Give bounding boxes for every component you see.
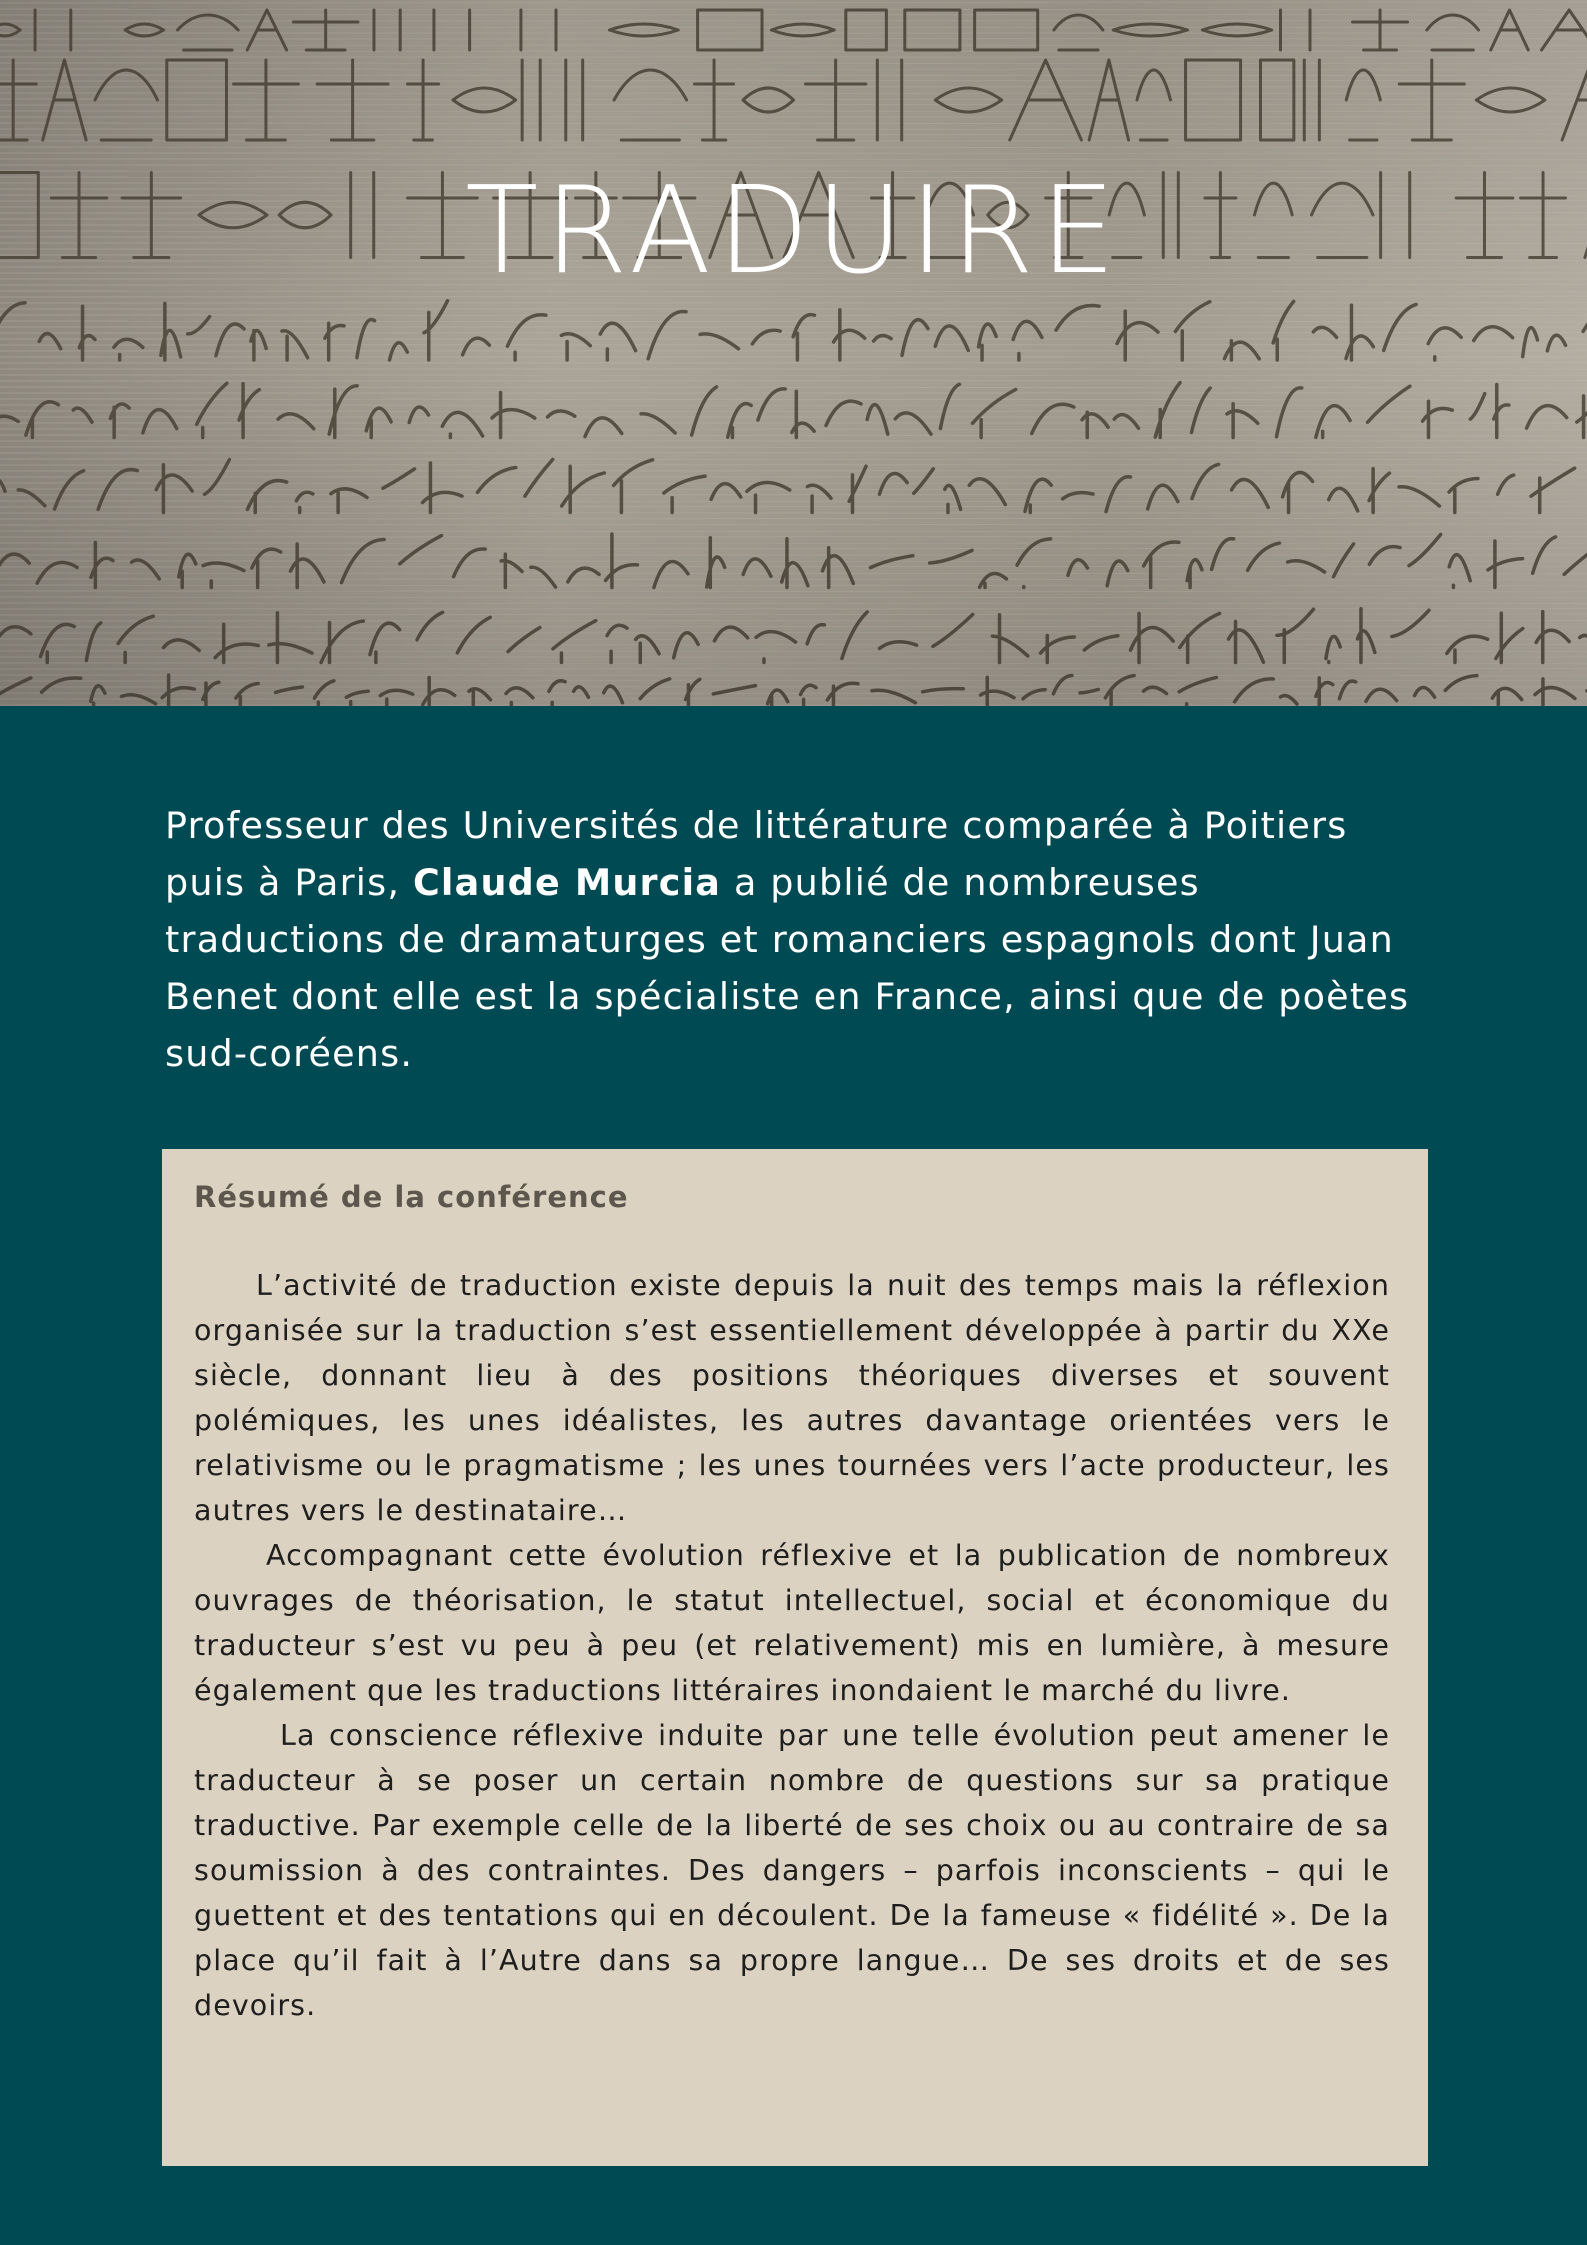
hieroglyph-stone-banner	[0, 0, 1587, 706]
page-title: TRADUIRE	[465, 162, 1122, 301]
abstract-body	[194, 1263, 1390, 2028]
author-name: Claude Murcia	[412, 861, 722, 904]
stone-inscription-image	[0, 0, 1587, 706]
abstract-paragraph-2: Accompagnant cette évolution réflexive et la publication de nombreux ouvrages de théorisation, le statut intellectuel, social et économique du traducteur s’est vu peu à peu (et relativement) mis en lumière, à mesure également que les traductions littéraires inondaient le marché du livre.	[194, 1539, 1390, 1707]
abstract-paragraph-3: La conscience réflexive induite par une telle évolution peut amener le traducteur à se poser un certain nombre de questions sur sa pratique traductive. Par exemple celle de la liberté de ses choix ou au contraire de sa soumission à des contraintes. Des dangers – parfois inconscients – qui le guettent et des tentations qui en découlent. De la fameuse « fidélité ». De la place qu’il fait à l’Autre dans sa propre langue… De ses droits et de ses devoirs.	[194, 1719, 1390, 2022]
abstract-paragraph-1: L’activité de traduction existe depuis la nuit des temps mais la réflexion organisée sur la traduction s’est essentiellement développée à partir du XXe siècle, donnant lieu à des positions théoriques diverses et souvent polémiques, les unes idéalistes, les autres davantage orientées vers le relativisme ou le pragmatisme ; les unes tournées vers l’acte producteur, les autres vers le destinataire…	[194, 1269, 1390, 1527]
bio-text-after: a publié de nombreuses traductions de dramaturges et romanciers espagnols dont Juan Benet dont elle est la spécialiste en France, ainsi que de poètes sud-coréens.	[165, 861, 1410, 1075]
bio-text-before: Professeur des Universités de littérature comparée à Poitiers puis à Paris,	[165, 804, 1348, 904]
abstract-heading: Résumé de la conférence	[194, 1180, 629, 1214]
author-bio	[165, 797, 1425, 1082]
abstract-panel	[162, 1149, 1428, 2166]
